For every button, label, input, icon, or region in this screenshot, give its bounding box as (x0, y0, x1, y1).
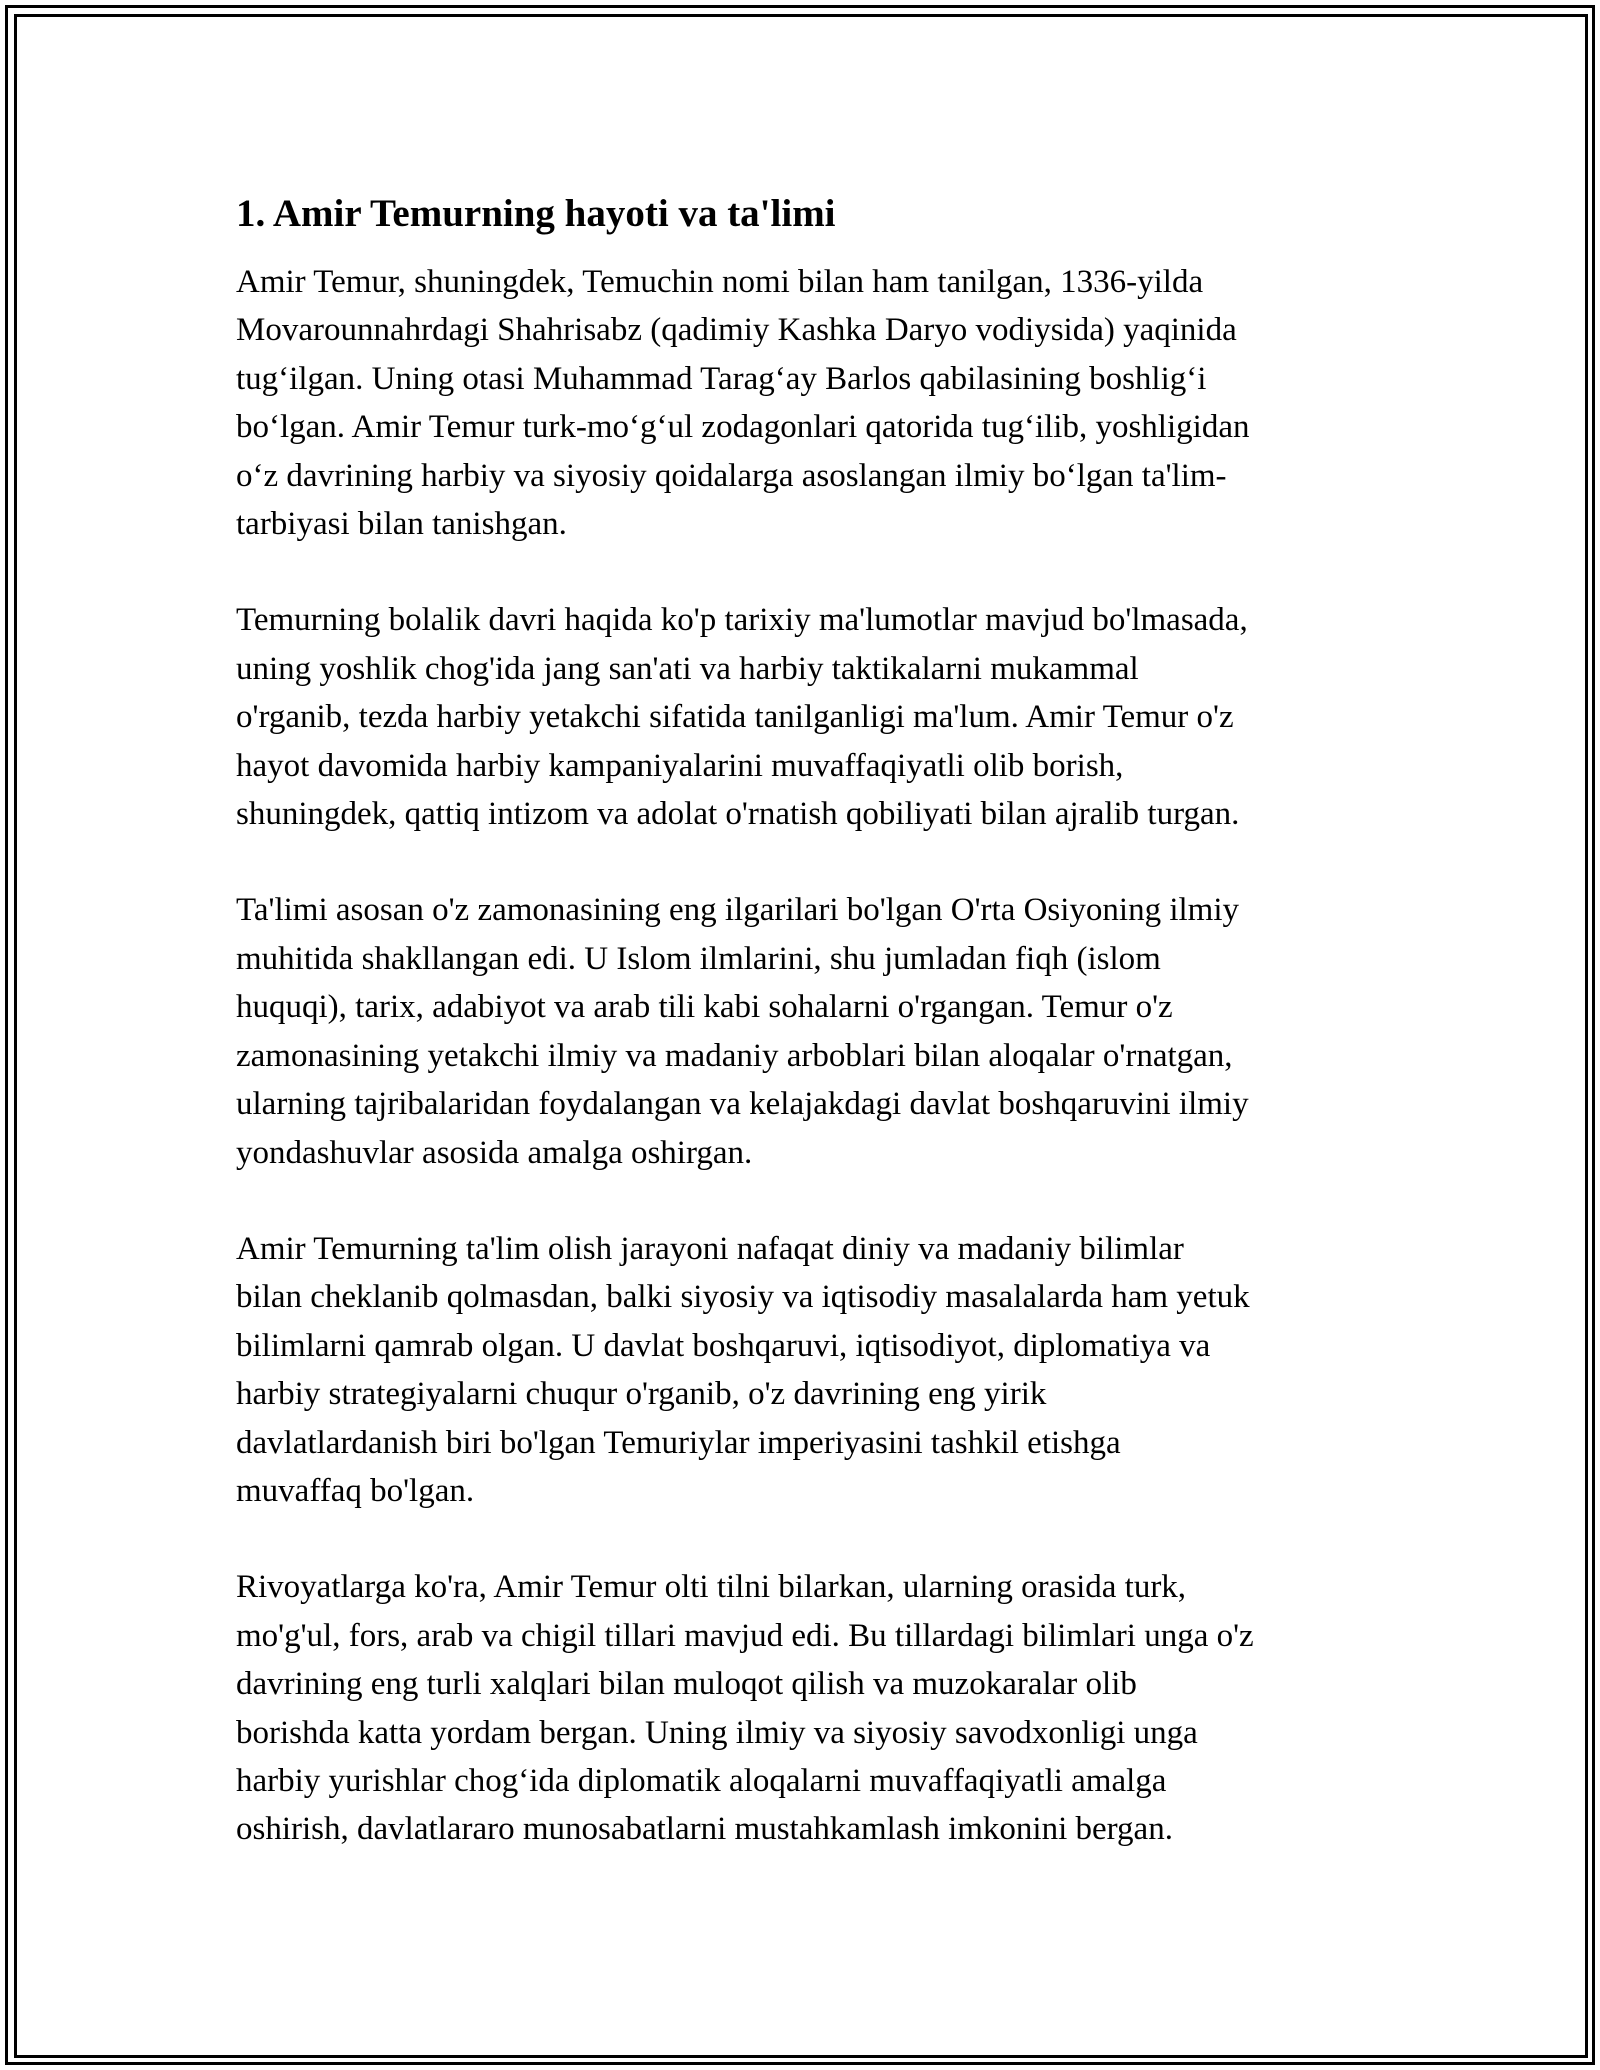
paragraph-line: bilan cheklanib qolmasdan, balki siyosiy va iqtisodiy masalalarda ham yetuk (236, 1279, 1250, 1316)
paragraph-2 (236, 596, 1376, 838)
paragraph-line: harbiy yurishlar chog‘ida diplomatik aloqalarni muvaffaqiyatli amalga (236, 1762, 1167, 1799)
paragraph-3 (236, 886, 1376, 1176)
paragraph-line: Temurning bolalik davri haqida ko'p tarixiy ma'lumotlar mavjud bo'lmasada, (236, 602, 1248, 639)
paragraph-line: bilimlarni qamrab olgan. U davlat boshqaruvi, iqtisodiyot, diplomatiya va (236, 1327, 1211, 1364)
paragraph-line: harbiy strategiyalarni chuqur o'rganib, o'z davrining eng yirik (236, 1376, 1047, 1413)
paragraph-line: yondashuvlar asosida amalga oshirgan. (236, 1134, 753, 1171)
paragraph-line: davlatlardanish biri bo'lgan Temuriylar imperiyasini tashkil etishga (236, 1424, 1121, 1461)
paragraph-line: zamonasining yetakchi ilmiy va madaniy arboblari bilan aloqalar o'rnatgan, (236, 1037, 1233, 1074)
paragraph-line: Rivoyatlarga ko'ra, Amir Temur olti tilni bilarkan, ularning orasida turk, (236, 1569, 1187, 1606)
paragraph-line: uning yoshlik chog'ida jang san'ati va harbiy taktikalarni mukammal (236, 650, 1139, 687)
paragraph-line: huquqi), tarix, adabiyot va arab tili kabi sohalarni o'rgangan. Temur o'z (236, 989, 1173, 1026)
section-heading: 1. Amir Temurning hayoti va ta'limi (236, 192, 836, 235)
paragraph-line: shuningdek, qattiq intizom va adolat o'rnatish qobiliyati bilan ajralib turgan. (236, 796, 1240, 833)
paragraph-line: Amir Temur, shuningdek, Temuchin nomi bilan ham tanilgan, 1336-yilda (236, 264, 1204, 300)
paragraph-line: borishda katta yordam bergan. Uning ilmiy va siyosiy savodxonligi unga (236, 1714, 1198, 1751)
paragraph-line: Movarounnahrdagi Shahrisabz (qadimiy Kashka Daryo vodiysida) yaqinida (236, 312, 1237, 349)
paragraph-line: ularning tajribalaridan foydalangan va kelajakdagi davlat boshqaruvini ilmiy (236, 1086, 1249, 1123)
paragraph-line: davrining eng turli xalqlari bilan muloqot qilish va muzokaralar olib (236, 1666, 1137, 1703)
paragraph-1 (236, 258, 1376, 548)
paragraph-line: hayot davomida harbiy kampaniyalarini muvaffaqiyatli olib borish, (236, 747, 1124, 784)
paragraph-line: tarbiyasi bilan tanishgan. (236, 506, 567, 543)
document-body (236, 188, 1376, 1902)
paragraph-line: tug‘ilgan. Uning otasi Muhammad Tarag‘ay Barlos qabilasining boshlig‘i (236, 360, 1207, 397)
paragraph-line: muhitida shakllangan edi. U Islom ilmlarini, shu jumladan fiqh (islom (236, 940, 1161, 977)
paragraph-line: oshirish, davlatlararo munosabatlarni mustahkamlash imkonini bergan. (236, 1811, 1173, 1848)
paragraph-line: o‘z davrining harbiy va siyosiy qoidalarga asoslangan ilmiy bo‘lgan ta'lim- (236, 457, 1227, 494)
paragraph-line: mo'g'ul, fors, arab va chigil tillari mavjud edi. Bu tillardagi bilimlari unga o'z (236, 1617, 1254, 1654)
paragraph-4 (236, 1225, 1376, 1515)
paragraph-line: o'rganib, tezda harbiy yetakchi sifatida tanilganligi ma'lum. Amir Temur o'z (236, 699, 1234, 736)
paragraph-line: Amir Temurning ta'lim olish jarayoni nafaqat diniy va madaniy bilimlar (236, 1230, 1184, 1267)
paragraph-5 (236, 1563, 1376, 1853)
paragraph-line: Ta'limi asosan o'z zamonasining eng ilgarilari bo'lgan O'rta Osiyoning ilmiy (236, 892, 1240, 929)
paragraph-line: muvaffaq bo'lgan. (236, 1472, 475, 1509)
paragraph-line: bo‘lgan. Amir Temur turk-mo‘g‘ul zodagonlari qatorida tug‘ilib, yoshligidan (236, 409, 1250, 446)
